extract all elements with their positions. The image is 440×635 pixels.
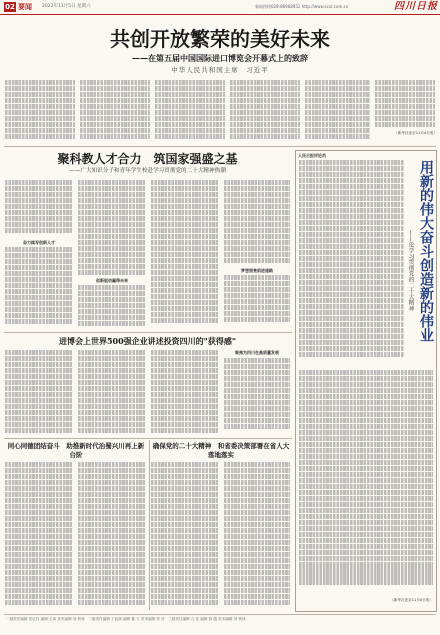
article4-col-1 [5,462,73,610]
lead-article-signoff: （新华社北京11月4日电） [394,131,437,135]
article5-title: 确保党的二十大精神 和省委决策部署在省人大落地落实 [152,442,290,459]
commentary-subtitle: ——论学习贯彻党的二十大精神 [407,230,413,312]
editor-credits: 一版责任编辑 张亿钰 编辑 王禹 美术编辑 刘 秋林 二版责任编辑 于骁颜 编辑 董 力 美术编辑 李 晋 三版责任编辑 石 佳 编辑 陈 越 美术编辑 刘 秋林 [6,617,246,621]
lead-article-col-3 [155,80,225,142]
commentary-tag: 人民日报评论员 [298,153,326,158]
section-name: 要闻 [18,3,32,11]
article3-col-1 [5,350,73,435]
lead-article-subtitle: ——在第五届中国国际进口博览会开幕式上的致辞 [132,53,308,63]
footer-rule [4,614,436,615]
article5-col-2 [224,462,290,610]
article2-heading-3: 梦想照亮前进道路 [241,268,273,273]
newspaper-logo: 四川日报 [394,1,438,12]
commentary-signoff: （新华社北京11月4日电） [390,598,433,602]
article2-col-1 [5,180,73,238]
lead-article-col-5 [305,80,370,142]
issue-date: 2022年11月5日 星期六 [42,4,91,9]
article2-col-2 [78,180,146,276]
article5-col-1 [151,462,219,610]
article3-heading: 聚焦为四川在高质量发展 [235,350,279,355]
lead-article-col-2 [80,80,150,142]
article4-col-2 [78,462,146,610]
article2-col-4b [224,275,290,327]
article2-col-2b [78,285,146,327]
commentary-text-top [299,160,404,365]
section-divider [4,146,436,147]
article4-title: 同心同德团结奋斗 助推新时代治蜀兴川再上新台阶 [7,442,145,459]
article3-col-2 [78,350,146,435]
article2-subtitle: ——广大知识分子和青年学生校赴学习贯彻党的二十大精神热潮 [69,168,226,174]
lead-article-byline: 中华人民共和国主席 习近平 [171,66,269,74]
page-number: 02 [5,3,15,11]
lead-article-col-1 [5,80,75,142]
article2-col-1b [5,247,73,327]
article2-heading-2: 创新驱动赢得未来 [96,278,128,283]
lead-article-col-4 [230,80,300,142]
news-hotline: 新闻热线028-86968952 http://www.scol.com.cn [255,4,349,9]
article3-title: 进博会上世界500强企业讲述投资四川的"获得感" [58,336,237,346]
section-divider-3 [4,438,292,439]
article3-col-3 [151,350,219,435]
commentary-text-bottom [299,370,433,595]
article2-title: 聚科教人才合力 筑国家强盛之基 [57,152,238,166]
lead-article-title: 共创开放繁荣的美好未来 [110,27,330,51]
section-divider-2 [4,332,292,333]
article3-col-4 [224,358,290,435]
article2-col-4 [224,180,290,266]
article2-col-3 [151,180,219,327]
commentary-title: 用新的伟大奋斗创造新的伟业 [418,160,434,342]
column-divider [149,440,150,610]
article2-heading-1: 奋力续写创新人才 [23,240,55,245]
lead-article-col-6 [375,80,435,130]
page-masthead [0,0,440,15]
